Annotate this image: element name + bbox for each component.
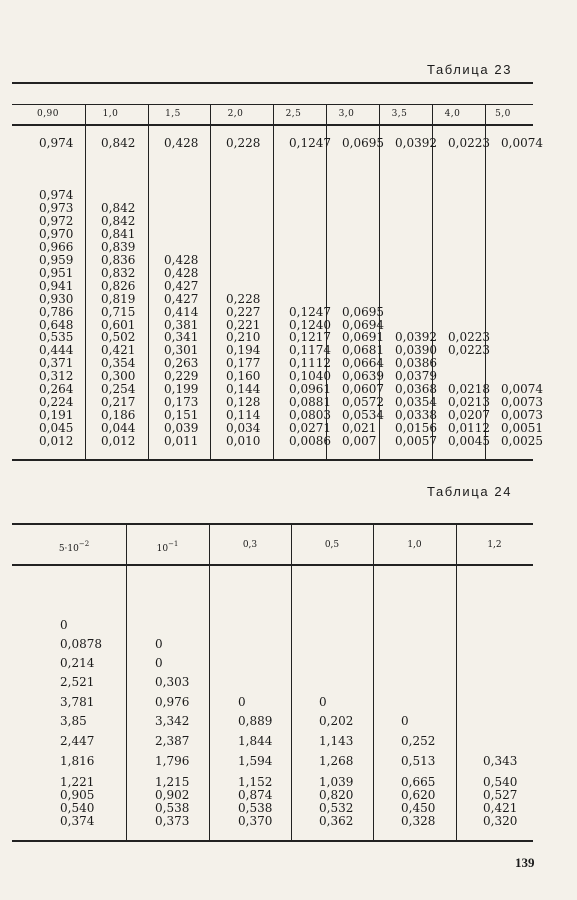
table-cell: 1,215 [155, 775, 190, 789]
table-cell: 0,343 [483, 754, 518, 768]
table-cell: 0,974 [39, 188, 74, 202]
table-24-title: Таблица 24 [427, 484, 513, 499]
table-cell: 0,905 [60, 788, 95, 802]
table-cell: 2,521 [60, 675, 95, 689]
column-header-text: 1,0 [407, 540, 422, 550]
column-divider [126, 566, 127, 840]
table-cell: 1,844 [238, 734, 273, 748]
table-cell: 0,0695 [342, 304, 384, 319]
column-divider [85, 126, 86, 459]
table-cell: 0,199 [164, 382, 199, 397]
table-cell: 0,0112 [448, 421, 490, 436]
table-cell: 0,144 [226, 382, 261, 397]
column-header-text: 1,2 [487, 540, 502, 550]
column-header-text: 5·10 [58, 544, 79, 554]
column-header: 2,5 [285, 109, 302, 119]
table-cell: 0,374 [60, 814, 95, 828]
column-divider [373, 566, 374, 840]
page-number: 139 [515, 855, 535, 870]
table-cell: 3,781 [60, 695, 95, 709]
column-header-exponent: −1 [168, 540, 179, 548]
table-cell: 0,0271 [289, 421, 331, 436]
table-cell: 0,842 [101, 200, 136, 215]
table-cell: 0,421 [483, 801, 518, 815]
column-header: 4,0 [444, 109, 461, 119]
table-cell: 0,341 [164, 330, 199, 345]
table-cell: 0,0961 [289, 382, 331, 397]
table-cell: 0,191 [39, 408, 74, 423]
table-cell: 0,428 [164, 265, 199, 280]
table-cell: 0,354 [101, 356, 136, 371]
table-cell: 0 [60, 618, 68, 632]
table-cell: 0,0694 [342, 317, 384, 332]
table-cell: 0,1217 [289, 330, 331, 345]
table-cell: 0,0878 [60, 637, 102, 651]
table-cell: 0,0223 [448, 136, 490, 150]
table-cell: 0,370 [238, 814, 273, 828]
column-divider [148, 126, 149, 459]
table-cell: 0,0338 [395, 408, 437, 423]
table-cell: 0,0695 [342, 136, 384, 150]
table-cell: 0,444 [39, 343, 74, 358]
table-cell: 1,594 [238, 754, 273, 768]
column-header [209, 540, 291, 550]
table-cell: 0,371 [39, 356, 74, 371]
column-header: 3,5 [391, 109, 408, 119]
table-cell: 0,538 [155, 801, 190, 815]
table-cell: 0,820 [319, 788, 354, 802]
table-cell: 0,826 [101, 278, 136, 293]
table-cell: 0,0223 [448, 330, 490, 345]
table-cell: 2,447 [60, 734, 95, 748]
table-cell: 0,819 [101, 291, 136, 306]
table-cell: 0,252 [401, 734, 436, 748]
table-cell: 0,902 [155, 788, 190, 802]
table-cell: 0,502 [101, 330, 136, 345]
column-header-exponent: −2 [78, 540, 90, 548]
table-cell: 0,0086 [289, 434, 331, 448]
table-cell: 0,303 [155, 675, 190, 689]
table-cell: 0,186 [101, 408, 136, 423]
table-cell: 0,373 [155, 814, 190, 828]
table-cell: 0,450 [401, 801, 436, 815]
table-cell: 0,328 [401, 814, 436, 828]
table-cell: 0,202 [319, 714, 354, 728]
table-cell: 0,540 [60, 801, 95, 815]
table-cell: 0,012 [101, 434, 136, 448]
column-header: 0,90 [36, 109, 60, 119]
table-cell: 0,535 [39, 330, 74, 345]
table-cell: 0,034 [226, 421, 261, 436]
table-cell: 0 [238, 695, 246, 709]
table-cell: 0,010 [226, 434, 261, 448]
table-cell: 3,342 [155, 714, 190, 728]
table-cell: 0,842 [101, 136, 136, 150]
table-cell: 0,0379 [395, 369, 437, 384]
table-cell: 0,214 [60, 656, 95, 670]
table-cell: 0,715 [101, 304, 136, 319]
table-cell: 0,0025 [501, 434, 543, 448]
table-cell: 0 [155, 637, 163, 651]
table-cell: 1,152 [238, 775, 273, 789]
table-cell: 0,362 [319, 814, 354, 828]
table-cell: 0,264 [39, 382, 74, 397]
table-cell: 0,128 [226, 395, 261, 410]
table-cell: 0,972 [39, 213, 74, 228]
table-cell: 0,839 [101, 239, 136, 254]
table-cell: 0,428 [164, 136, 199, 150]
column-divider [209, 566, 210, 840]
table-cell: 0,0045 [448, 434, 490, 448]
table-cell: 0 [155, 656, 163, 670]
table-cell: 0,513 [401, 754, 436, 768]
table-cell: 0,312 [39, 369, 74, 384]
table-cell: 0,381 [164, 317, 199, 332]
table-cell: 0 [319, 695, 327, 709]
table-cell: 1,143 [319, 734, 354, 748]
table-cell: 0,0607 [342, 382, 384, 397]
column-header [22, 540, 126, 554]
table-cell: 0,0392 [395, 330, 437, 345]
table-cell: 0,0390 [395, 343, 437, 358]
table-cell: 0,959 [39, 252, 74, 267]
table-cell: 0,301 [164, 343, 199, 358]
table-cell: 0,889 [238, 714, 273, 728]
table-cell: 0,1040 [289, 369, 331, 384]
table-cell: 0,045 [39, 421, 74, 436]
table-cell: 0,966 [39, 239, 74, 254]
table-cell: 0,1247 [289, 136, 331, 150]
table-cell: 0,620 [401, 788, 436, 802]
table-cell: 0,0881 [289, 395, 331, 410]
table-cell: 0,841 [101, 226, 136, 241]
table-cell: 0,039 [164, 421, 199, 436]
table-cell: 0,228 [226, 136, 261, 150]
table-cell: 0,0156 [395, 421, 437, 436]
table-cell: 0,0073 [501, 408, 543, 423]
column-header: 1,5 [165, 109, 181, 119]
table-cell: 0,160 [226, 369, 261, 384]
column-header: 5,0 [495, 109, 511, 119]
table-cell: 0,0223 [448, 343, 490, 358]
table-cell: 0,228 [226, 291, 261, 306]
table-cell: 0,941 [39, 278, 74, 293]
column-divider [273, 126, 274, 459]
column-divider [210, 126, 211, 459]
column-header: 2,0 [227, 109, 244, 119]
table-cell: 0,974 [39, 136, 74, 150]
column-header-text: 10 [156, 544, 169, 554]
table-cell: 0,836 [101, 252, 136, 267]
table-cell: 3,85 [60, 714, 87, 728]
column-divider [456, 566, 457, 840]
table-cell: 1,268 [319, 754, 354, 768]
table-cell: 0,540 [483, 775, 518, 789]
table-cell: 0,194 [226, 343, 261, 358]
table-cell: 0,173 [164, 395, 199, 410]
table-cell: 0,1247 [289, 304, 331, 319]
table-cell: 0,320 [483, 814, 518, 828]
table-cell: 0,0664 [342, 356, 384, 371]
table-cell: 0,0057 [395, 434, 437, 448]
table-cell: 0,0691 [342, 330, 384, 345]
table-cell: 0 [401, 714, 409, 728]
table-cell: 0,221 [226, 317, 261, 332]
table-cell: 0,0368 [395, 382, 437, 397]
table-cell: 0,263 [164, 356, 199, 371]
table-cell: 0,973 [39, 200, 74, 215]
table-cell: 0,0572 [342, 395, 384, 410]
table-cell: 0,210 [226, 330, 261, 345]
table-cell: 0,227 [226, 304, 261, 319]
table-cell: 0,648 [39, 317, 74, 332]
table-cell: 0,532 [319, 801, 354, 815]
table-cell: 0,665 [401, 775, 436, 789]
table-cell: 0,044 [101, 421, 136, 436]
column-header-text: 0,3 [242, 540, 258, 550]
table-cell: 0,976 [155, 695, 190, 709]
table-cell: 0,0213 [448, 395, 490, 410]
table-cell: 1,816 [60, 754, 95, 768]
table-cell: 0,217 [101, 395, 136, 410]
table-cell: 0,1174 [289, 343, 331, 358]
table-cell: 0,0803 [289, 408, 331, 423]
table-cell: 0,021 [342, 421, 377, 436]
table-cell: 0,930 [39, 291, 74, 306]
column-divider [291, 566, 292, 840]
table-cell: 0,0074 [501, 382, 543, 397]
table-cell: 0,114 [226, 408, 261, 423]
table-cell: 0,0639 [342, 369, 384, 384]
table-cell: 0,832 [101, 265, 136, 280]
table-cell: 0,0218 [448, 382, 490, 397]
column-header [456, 540, 533, 550]
column-header-text: 0,5 [324, 540, 340, 550]
table-cell: 0,300 [101, 369, 136, 384]
table-cell: 0,427 [164, 291, 199, 306]
table-cell: 0,421 [101, 343, 136, 358]
column-header [373, 540, 456, 550]
table-cell: 0,0073 [501, 395, 543, 410]
table-cell: 0,0534 [342, 408, 384, 423]
table-cell: 0,0392 [395, 136, 437, 150]
table-cell: 0,0354 [395, 395, 437, 410]
table-cell: 0,951 [39, 265, 74, 280]
table-cell: 0,0051 [501, 421, 543, 436]
column-header [126, 540, 209, 554]
table-cell: 0,874 [238, 788, 273, 802]
table-cell: 1,221 [60, 775, 95, 789]
table-cell: 0,0681 [342, 343, 384, 358]
table-cell: 0,414 [164, 304, 199, 319]
table-cell: 0,151 [164, 408, 199, 423]
table-cell: 0,0386 [395, 356, 437, 371]
table-cell: 0,428 [164, 252, 199, 267]
column-header: 3,0 [338, 109, 355, 119]
table-cell: 0,1240 [289, 317, 331, 332]
column-header [291, 540, 373, 550]
table-cell: 0,0207 [448, 408, 490, 423]
table-cell: 1,039 [319, 775, 354, 789]
table-cell: 1,796 [155, 754, 190, 768]
table-cell: 0,842 [101, 213, 136, 228]
table-cell: 0,1112 [289, 356, 331, 371]
table-cell: 0,177 [226, 356, 261, 371]
table-cell: 2,387 [155, 734, 190, 748]
column-header: 1,0 [102, 109, 119, 119]
table-cell: 0,229 [164, 369, 199, 384]
table-cell: 0,012 [39, 434, 74, 448]
table-cell: 0,224 [39, 395, 74, 410]
table-cell: 0,0074 [501, 136, 543, 150]
table-cell: 0,538 [238, 801, 273, 815]
table-cell: 0,786 [39, 304, 74, 319]
table-cell: 0,011 [164, 434, 199, 448]
table-cell: 0,254 [101, 382, 136, 397]
table-cell: 0,007 [342, 434, 377, 448]
table-cell: 0,527 [483, 788, 518, 802]
table-cell: 0,601 [101, 317, 136, 332]
table-23-title: Таблица 23 [427, 62, 513, 77]
table-cell: 0,427 [164, 278, 199, 293]
table-cell: 0,970 [39, 226, 74, 241]
